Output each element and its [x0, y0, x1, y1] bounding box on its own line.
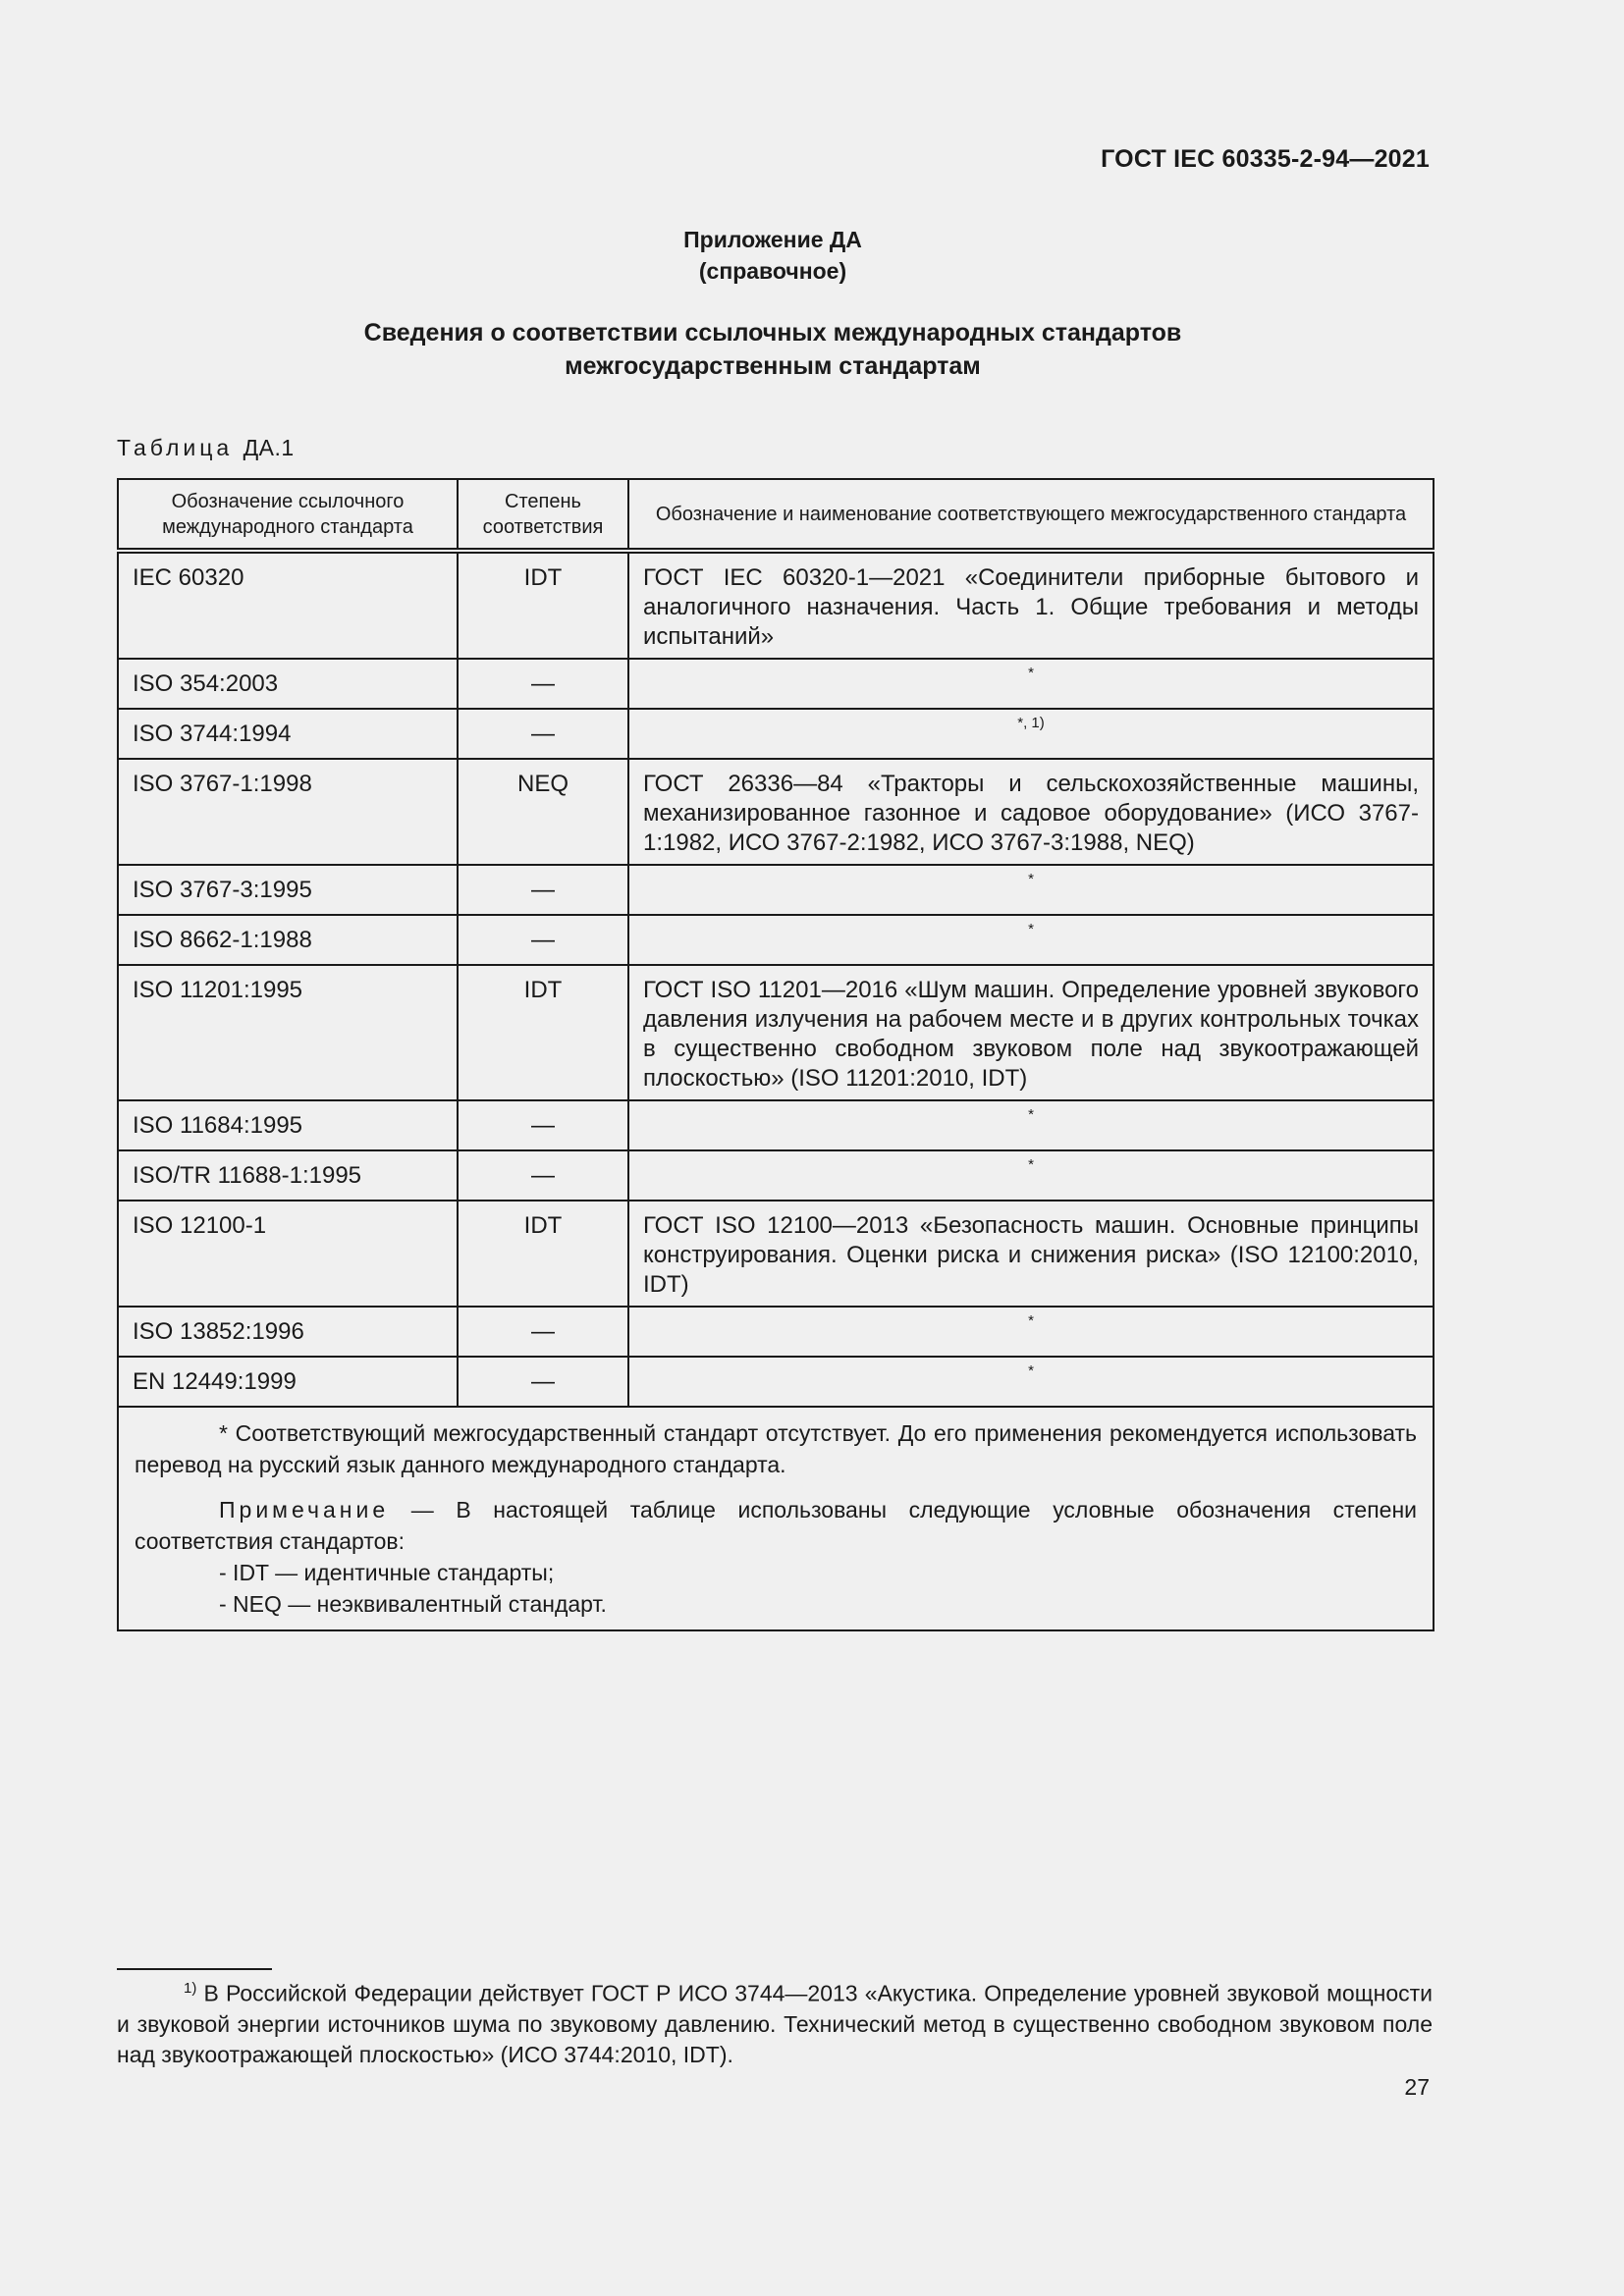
table-row — [118, 659, 1434, 709]
row-footnote-mark: * — [628, 1357, 1434, 1407]
table-row — [118, 915, 1434, 965]
header-interstate-standard: Обозначение и наименование соответствующего межгосударственного стандарта — [628, 479, 1434, 551]
table-row — [118, 709, 1434, 759]
row-degree: IDT — [458, 551, 628, 659]
row-description: ГОСТ ISO 11201—2016 «Шум машин. Определение уровней звукового давления излучения на рабочем месте и в других контрольных точках в существенно свободном звуковом поле над звукоотражающей плоскостью» (ISO 11201:2010, IDT) — [628, 965, 1434, 1100]
note-list-item: - IDT — идентичные стандарты; — [219, 1560, 555, 1585]
row-degree: IDT — [458, 965, 628, 1100]
header-international-standard: Обозначение ссылочного международного стандарта — [118, 479, 458, 551]
row-footnote-mark: *, 1) — [628, 709, 1434, 759]
table-row — [118, 759, 1434, 865]
table-notes — [118, 1407, 1434, 1630]
footnote-divider — [117, 1968, 272, 1970]
row-code: ISO 3767-3:1995 — [118, 865, 458, 915]
row-degree: — — [458, 659, 628, 709]
row-code: ISO 354:2003 — [118, 659, 458, 709]
row-degree: — — [458, 1150, 628, 1201]
table-row — [118, 1100, 1434, 1150]
row-code: ISO 12100-1 — [118, 1201, 458, 1307]
row-code: EN 12449:1999 — [118, 1357, 458, 1407]
note-text: В настоящей таблице использованы следующие условные обозначения степени соответствия стандартов: — [135, 1497, 1418, 1554]
row-code: ISO 3744:1994 — [118, 709, 458, 759]
row-code: ISO 13852:1996 — [118, 1307, 458, 1357]
note-dash: — — [410, 1497, 434, 1522]
footnote-marker: 1) — [184, 1980, 197, 1997]
row-footnote-mark: * — [628, 1307, 1434, 1357]
footnote — [117, 1973, 1433, 2070]
row-degree: IDT — [458, 1201, 628, 1307]
document-code: ГОСТ IEC 60335-2-94—2021 — [1101, 145, 1430, 173]
table-caption-label: Таблица — [117, 435, 234, 460]
section-heading-line-2: межгосударственным стандартам — [565, 352, 981, 380]
table-header-row — [118, 479, 1434, 551]
row-description: ГОСТ 26336—84 «Тракторы и сельскохозяйственные машины, механизированное газонное и садовое оборудование» (ИСО 3767-1:1982, ИСО 3767-2:1982, ИСО 3767-3:1988, NEQ) — [628, 759, 1434, 865]
row-code: ISO 11684:1995 — [118, 1100, 458, 1150]
row-degree: — — [458, 1307, 628, 1357]
table-row — [118, 1150, 1434, 1201]
row-footnote-mark: * — [628, 659, 1434, 709]
table-row — [118, 865, 1434, 915]
row-degree: NEQ — [458, 759, 628, 865]
row-footnote-mark: * — [628, 1150, 1434, 1201]
table-row — [118, 965, 1434, 1100]
appendix-subtitle: (справочное) — [698, 258, 847, 284]
table-row — [118, 1357, 1434, 1407]
row-degree: — — [458, 1357, 628, 1407]
row-degree: — — [458, 709, 628, 759]
table-row — [118, 1307, 1434, 1357]
row-description: ГОСТ ISO 12100—2013 «Безопасность машин. Основные принципы конструирования. Оценки риска и снижения риска» (ISO 12100:2010, IDT) — [628, 1201, 1434, 1307]
note-label: Примечание — [219, 1497, 390, 1522]
row-footnote-mark: * — [628, 1100, 1434, 1150]
row-code: ISO/TR 11688-1:1995 — [118, 1150, 458, 1201]
row-degree: — — [458, 865, 628, 915]
header-degree: Степень соответствия — [458, 479, 628, 551]
appendix-title-block — [0, 224, 1545, 287]
table-notes-row — [118, 1407, 1434, 1630]
table-row — [118, 1201, 1434, 1307]
note-list-item: - NEQ — неэквивалентный стандарт. — [219, 1591, 607, 1617]
section-heading-line-1: Сведения о соответствии ссылочных международных стандартов — [363, 319, 1182, 347]
row-degree: — — [458, 1100, 628, 1150]
section-heading — [0, 316, 1545, 383]
row-code: IEC 60320 — [118, 551, 458, 659]
row-footnote-mark: * — [628, 915, 1434, 965]
row-description: ГОСТ IEC 60320-1—2021 «Соединители приборные бытового и аналогичного назначения. Часть 1. Общие требования и методы испытаний» — [628, 551, 1434, 659]
footnote-text: В Российской Федерации действует ГОСТ Р ИСО 3744—2013 «Акустика. Определение уровней звуковой мощности и звуковой энергии источников шума по звуковому давлению. Технический метод в существенно свободном звуковом поле над звукоотражающей плоскостью» (ИСО 3744:2010, IDT). — [117, 1980, 1434, 2067]
asterisk-note: * Соответствующий межгосударственный стандарт отсутствует. До его применения рекомендуется использовать перевод на русский язык данного международного стандарта. — [135, 1420, 1417, 1477]
table-caption-number: ДА.1 — [243, 435, 295, 460]
standards-table — [117, 478, 1435, 1631]
row-degree: — — [458, 915, 628, 965]
page-number: 27 — [1404, 2074, 1430, 2100]
standards-table-wrapper — [117, 478, 1433, 1631]
table-caption — [117, 435, 295, 461]
appendix-title: Приложение ДА — [683, 227, 862, 252]
note-paragraph — [135, 1494, 1417, 1557]
row-code: ISO 11201:1995 — [118, 965, 458, 1100]
table-row — [118, 551, 1434, 659]
row-code: ISO 3767-1:1998 — [118, 759, 458, 865]
row-footnote-mark: * — [628, 865, 1434, 915]
row-code: ISO 8662-1:1988 — [118, 915, 458, 965]
